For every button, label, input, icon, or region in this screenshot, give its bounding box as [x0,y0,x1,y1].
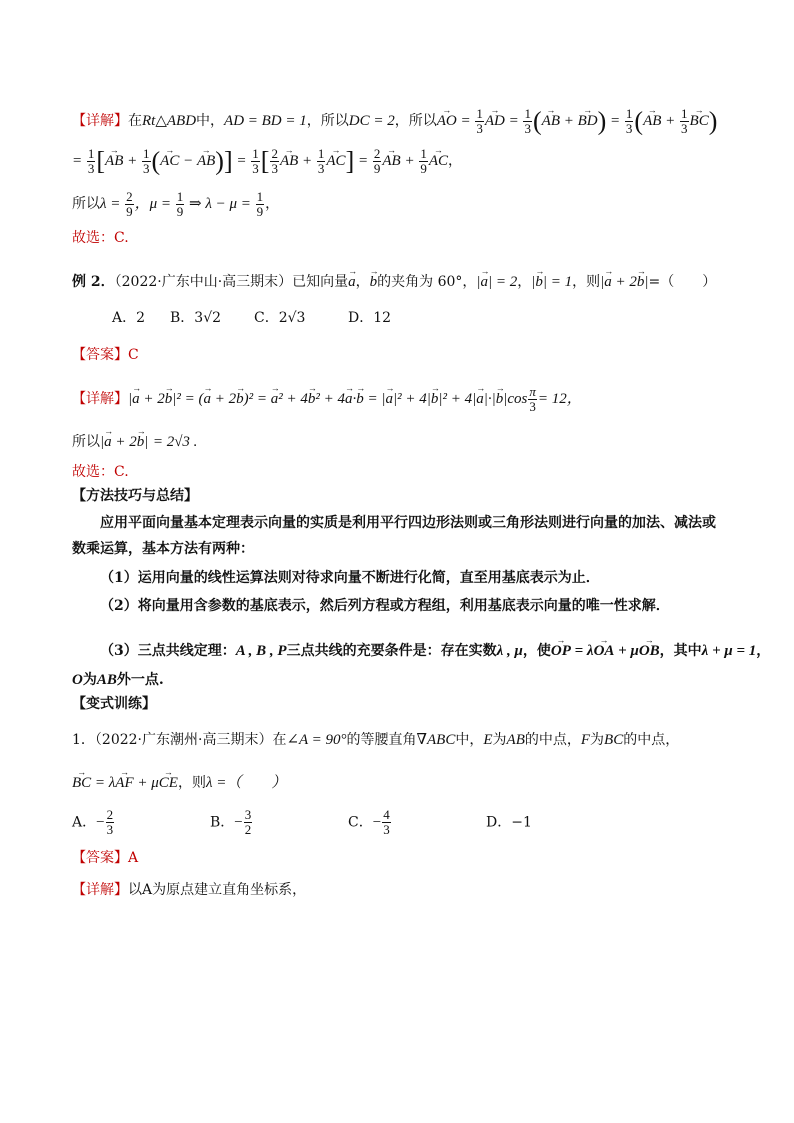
variant-heading: 【变式训练】 [72,696,156,712]
text: ，其中 [659,643,702,659]
triangle: ∇ABC [416,732,456,748]
text: 为 [590,732,605,748]
text: 所以 [72,195,100,212]
text: =（ ） [648,274,717,290]
sum-condition: λ + μ = 1 [701,643,757,659]
detail-tag: 【详解】 [72,113,128,129]
example-label: 例 2． [72,274,115,290]
text: 在 [128,113,142,129]
answer-tag: 【答案】 [72,347,128,363]
text: 的夹角为 60°， [377,274,477,290]
detail-line-1 [72,104,717,136]
answer-tag: 【答案】 [72,850,128,866]
detail-tag: 【详解】 [72,882,128,898]
text: ， [265,195,280,212]
source: （2022·广东中山·高三期末） [114,274,293,290]
detail-tag: 【详解】 [72,391,128,407]
text: ，所以 [306,113,349,129]
example-2-result [72,425,197,452]
text: ，则 [177,775,206,791]
variant-1-detail [72,880,306,900]
target-norm: |→ a + 2→ b| [600,274,648,290]
method-paragraph-1: 应用平面向量基本定理表示向量的实质是利用平行四边形法则或三角形法则进行向量的加法、减法或数乘运算，基本方法有两种： [72,515,716,557]
question-label: 1． [72,732,95,748]
option-b[interactable]: B．− $\frac{3}{2}$ [210,807,252,837]
vector-equation: → BC = λ→ AF + μ→ CE [72,775,178,791]
text: 中， [196,113,225,129]
segment-BC: BC [604,732,624,748]
detail-line-2 [72,144,462,176]
variant-1-options [72,808,532,837]
text: 为 [492,732,507,748]
text: 外一点. [116,672,164,688]
triangle-label: Rt△ABD [142,113,197,129]
option-d[interactable]: D．−1 [486,814,532,831]
detail-line-3 [72,190,279,219]
text: ，所以 [394,113,437,129]
detail-end: = 12， [537,391,582,407]
method-item-3 [100,634,770,661]
result-value: = 2√3 . [152,434,198,450]
choice-2: 故选：C. [72,464,129,480]
norm-a: |→ a| = 2 [476,274,517,290]
method-item-3-cont [72,670,164,690]
text: ， [355,274,370,290]
segment-AB: AB [506,732,525,748]
variant-1-answer [72,848,138,868]
variant-1-question [72,730,679,750]
option-a[interactable]: A．2 [112,310,146,326]
text: 为 [82,672,97,688]
point-E: E [483,732,493,748]
collinear-formula: → OP = λ→ OA + μ→ OB [551,643,660,659]
method-item-1: （1）运用向量的线性运算法则对待求向量不断进行化简，直至用基底表示为止． [100,570,600,586]
choice-1: 故选：C. [72,230,129,246]
params: λ , μ [496,643,523,659]
points: A , B , P [235,643,287,659]
detail-text: 以A为原点建立直角坐标系， [128,882,307,898]
text: 的中点， [524,732,581,748]
vec-b: → b [370,265,378,292]
point-O: O [72,672,83,688]
formula-expansion: = $\frac{1}{3}$ [→ AB + $\frac{1}{3}$ (→ AC − → AB)] = $\frac{1}{3}$ [ $\frac{2}{3}$ → AB + $\frac{1}{3}$ → AC] = $\frac{2}{9}$ → AB + $\frac{1}{9}$ → AC [72,153,448,169]
norm-b: |→ b| = 1 [531,274,572,290]
text: 三点共线的充要条件是：存在实数 [286,643,497,659]
option-d[interactable]: D．12 [348,310,392,326]
lambda-question: λ =（ ） [205,775,287,791]
text: ， [756,643,771,659]
formula-AO: → AO = $\frac{1}{3}$ → AD = $\frac{1}{3}$ (→ AB + → BD) = $\frac{1}{3}$ (→ AB + $\frac{1}{3}$ → BC) [437,113,718,129]
text: 已知向量 [292,274,349,290]
angle: ∠A = 90° [286,732,347,748]
answer-value: A [128,850,139,866]
condition-1: AD = BD = 1 [224,113,307,129]
source: （2022·广东潮州·高三期末） [94,732,273,748]
text: 中， [455,732,484,748]
text: 所以 [72,434,100,450]
condition-2: DC = 2 [348,113,395,129]
text: （3）三点共线定理： [100,643,236,659]
text: 的中点， [623,732,680,748]
point-F: F [580,732,591,748]
method-item-2: （2）将向量用含参数的基底表示，然后列方程或方程组，利用基底表示向量的唯一性求解． [100,598,670,614]
result-norm: |→ a + 2→ b| [100,434,148,450]
option-a[interactable]: A．− $\frac{2}{3}$ [72,807,114,837]
text: ，则 [572,274,601,290]
vec-a: → a [348,265,356,292]
method-heading: 【方法技巧与总结】 [72,488,198,504]
example-2-answer [72,345,139,365]
text: ， [447,153,462,169]
lambda-value: λ = $\frac{2}{9}$ ，μ = $\frac{1}{9}$ ⇒ λ − μ = $\frac{1}{9}$ [100,189,264,219]
text: ，使 [522,643,551,659]
option-c[interactable]: C．2√3 [254,310,306,326]
text: ， [517,274,532,290]
text: 的等腰直角 [346,732,417,748]
example-2-detail [72,382,582,414]
option-c[interactable]: C．− $\frac{4}{3}$ [348,807,390,837]
segment-AB: AB [96,672,117,688]
answer-value: C [128,347,139,363]
example-2-question [72,265,716,292]
example-2-options [112,308,391,328]
norm-expansion: |→ a + 2→ b|² = (→ a + 2→ b)² = → a² + 4→ b² + 4→ a·→ b = |→ a|² + 4|→ b|² + 4|→ a|·|→ b|cos $\frac{\pi}{3}$ [128,391,538,407]
text: 在 [272,732,287,748]
option-b[interactable]: B．3√2 [170,310,222,326]
variant-1-question-cont [72,766,286,793]
